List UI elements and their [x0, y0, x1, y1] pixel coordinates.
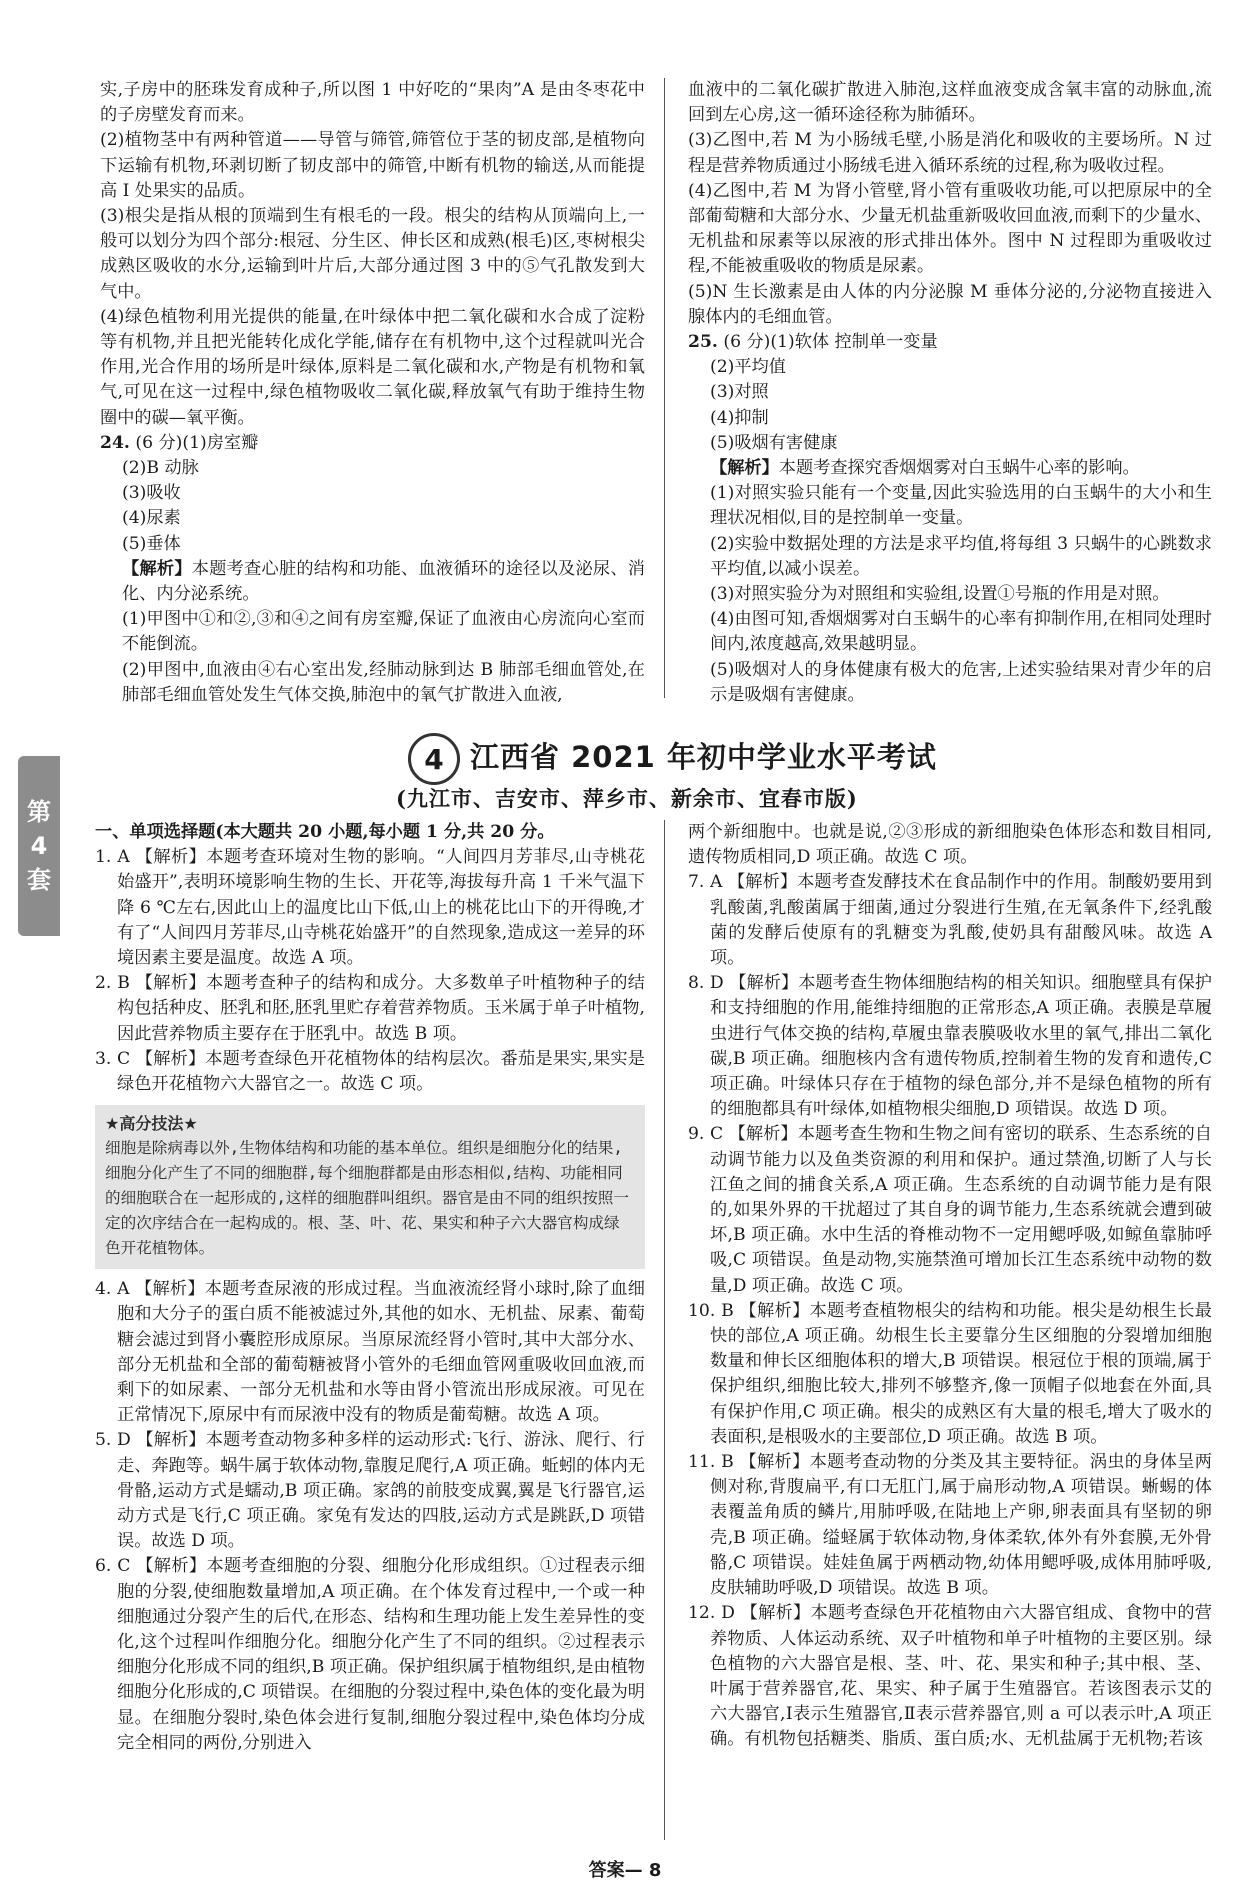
explanation: (1)甲图中①和②,③和④之间有房室瓣,保证了血液由心房流向心室而不能倒流。: [122, 609, 645, 655]
paragraph: (4)绿色植物利用光提供的能量,在叶绿体中把二氧化碳和水合成了淀粉等有机物,并且把光能转化成化学能,储存在有机物中,这个过程就叫光合作用,光合作用的场所是叶绿体,原料是二氧化碳和水,产物是有机物和氧气,可见在这一过程中,绿色植物吸收二氧化碳,释放氧气有助于维持生物圈中的碳—氧平衡。: [100, 306, 645, 428]
question-item: 7. A 【解析】本题考查发酵技术在食品制作中的作用。制酸奶要用到乳酸菌,乳酸菌属于细菌,通过分裂进行生殖,在无氧条件下,经乳酸菌的发酵后使原有的乳糖变为乳酸,使奶具有甜酸风味。故选 A 项。: [688, 872, 1212, 969]
section-number-badge: 4: [408, 733, 460, 785]
paragraph: (5)N 生长激素是由人体的内分泌腺 M 垂体分泌的,分泌物直接进入腺体内的毛细血管。: [688, 281, 1212, 327]
explanation: (2)甲图中,血液由④右心室出发,经肺动脉到达 B 肺部毛细血管处,在肺部毛细血管处发生气体交换,肺泡中的氧气扩散进入血液,: [122, 659, 645, 705]
question-24-answer: 24. (6 分)(1)房室瓣: [100, 432, 259, 453]
question-item: 6. C 【解析】本题考查细胞的分裂、细胞分化形成组织。①过程表示细胞的分裂,使细胞数量增加,A 项正确。在个体发育过程中,一个或一种细胞通过分裂产生的后代,在形态、结构和生理功能上发生差异性的变化,这个过程叫作细胞分化。细胞分化产生了不同的组织。②过程表示细胞分化形成不同的组织,B 项正确。保护组织属于植物组织,是由植物细胞分化形成的,C 项错误。在细胞的分裂过程中,染色体的变化最为明显。在细胞分裂时,染色体会进行复制,细胞分裂过程中,染色体均分成完全相同的两份,分别进入: [95, 1556, 645, 1753]
side-tab: 第 4 套: [18, 756, 60, 936]
question-item: 1. A 【解析】本题考查环境对生物的影响。“人间四月芳菲尽,山寺桃花始盛开”,表明环境影响生物的生长、开花等,海拔每升高 1 千米气温下降 6 ℃左右,因此山上的温度比山下低,山上的桃花比山下的开得晚,才有了“人间四月芳菲尽,山寺桃花始盛开”的自然现象,造成这一差异的环境因素主要是温度。故选 A 项。: [95, 847, 645, 969]
paragraph: (3)乙图中,若 M 为小肠绒毛壁,小肠是消化和吸收的主要场所。N 过程是营养物质通过小肠绒毛进入循环系统的过程,称为吸收过程。: [688, 130, 1212, 176]
answer-line: (5)吸烟有害健康: [710, 432, 838, 453]
paragraph: 两个新细胞中。也就是说,②③形成的新细胞染色体形态和数目相同,遗传物质相同,D 项正确。故选 C 项。: [688, 822, 1212, 868]
answer-line: (2)平均值: [710, 357, 786, 378]
explanation: (4)由图可知,香烟烟雾对白玉蜗牛的心率有抑制作用,在相同处理时间内,浓度越高,效果越明显。: [710, 609, 1212, 655]
explanation: (3)对照实验分为对照组和实验组,设置①号瓶的作用是对照。: [710, 584, 1170, 605]
question-item: 3. C 【解析】本题考查绿色开花植物体的结构层次。番茄是果实,果实是绿色开花植物六大器官之一。故选 C 项。: [95, 1048, 645, 1095]
paragraph: (4)乙图中,若 M 为肾小管壁,肾小管有重吸收功能,可以把原尿中的全部葡萄糖和大部分水、少量无机盐重新吸收回血液,而剩下的少量水、无机盐和尿素等以尿液的形式排出体外。图中 N 过程即为重吸收过程,不能被重吸收的物质是尿素。: [688, 180, 1212, 277]
answer-line: (4)抑制: [710, 407, 769, 428]
explanation: 【解析】本题考查心脏的结构和功能、血液循环的途径以及泌尿、消化、内分泌系统。: [122, 558, 645, 605]
question-item: 4. A 【解析】本题考查尿液的形成过程。当血液流经肾小球时,除了血细胞和大分子的蛋白质不能被滤过外,其他的如水、无机盐、尿素、葡萄糖会滤过到肾小囊腔形成原尿。当原尿流经肾小管时,其中大部分水、部分无机盐和全部的葡萄糖被肾小管外的毛细血管网重吸收回血液,而剩下的如尿素、一部分无机盐和水等由肾小管流出形成尿液。可见在正常情况下,原尿中有而尿液中没有的物质是葡萄糖。故选 A 项。: [95, 1279, 645, 1426]
answer-line: (3)对照: [710, 382, 769, 403]
paragraph: (2)植物茎中有两种管道——导管与筛管,筛管位于茎的韧皮部,是植物向下运输有机物,环剥切断了韧皮部中的筛管,中断有机物的输送,从而能提高 Ⅰ 处果实的品质。: [100, 130, 645, 201]
section-header: [0, 725, 1250, 815]
question-item: 10. B 【解析】本题考查植物根尖的结构和功能。根尖是幼根生长最快的部位,A 项正确。幼根生长主要靠分生区细胞的分裂增加细胞数量和伸长区细胞体积的增大,B 项错误。根冠位于根的顶端,属于保护组织,细胞比较大,排列不够整齐,像一顶帽子似地套在外面,具有保护作用,C 项正确。根尖的成熟区有大量的根毛,增大了吸水的表面积,是根吸水的主要部位,D 项正确。故选 B 项。: [688, 1300, 1212, 1447]
question-25-answer: 25. (6 分)(1)软体 控制单一变量: [688, 332, 938, 353]
explanation: 【解析】本题考查探究香烟烟雾对白玉蜗牛心率的影响。: [710, 458, 1140, 479]
question-item: 11. B 【解析】本题考查动物的分类及其主要特征。涡虫的身体呈两侧对称,背腹扁平,有口无肛门,属于扁形动物,A 项错误。蜥蜴的体表覆盖角质的鳞片,用肺呼吸,在陆地上产卵,卵表面具有坚韧的卵壳,B 项正确。缢蛏属于软体动物,身体柔软,体外有外套膜,无外骨骼,C 项错误。娃娃鱼属于两栖动物,幼体用鳃呼吸,成体用肺呼吸,皮肤辅助呼吸,D 项错误。故选 B 项。: [688, 1452, 1212, 1599]
answer-line: (3)吸收: [122, 483, 181, 504]
paragraph: 实,子房中的胚珠发育成种子,所以图 1 中好吃的“果肉”A 是由冬枣花中的子房壁发育而来。: [100, 80, 645, 126]
question-item: 5. D 【解析】本题考查动物多种多样的运动形式:飞行、游泳、爬行、行走、奔跑等。蜗牛属于软体动物,靠腹足爬行,A 项正确。蚯蚓的体内无骨骼,运动方式是蠕动,B 项正确。家鸽的前肢变成翼,翼是飞行器官,运动方式是飞行,C 项正确。家兔有发达的四肢,运动方式是跳跃,D 项错误。故选 D 项。: [95, 1430, 645, 1552]
explanation: (1)对照实验只能有一个变量,因此实验选用的白玉蜗牛的大小和生理状况相似,目的是控制单一变量。: [710, 483, 1212, 529]
column-divider: [664, 820, 665, 1840]
section-title: 江西省 2021 年初中学业水平考试: [470, 740, 937, 774]
section-heading: 一、单项选择题(本大题共 20 小题,每小题 1 分,共 20 分。: [95, 822, 555, 842]
explanation: (2)实验中数据处理的方法是求平均值,将每组 3 只蜗牛的心跳数求平均值,以减小误差。: [710, 533, 1212, 579]
question-item: 2. B 【解析】本题考查种子的结构和成分。大多数单子叶植物种子的结构包括种皮、胚乳和胚,胚乳里贮存着营养物质。玉米属于单子叶植物,因此营养物质主要存在于胚乳中。故选 B 项。: [95, 973, 645, 1044]
page-footer: 答案— 8: [588, 1860, 662, 1881]
question-item: 12. D 【解析】本题考查绿色开花植物由六大器官组成、食物中的营养物质、人体运动系统、双子叶植物和单子叶植物的主要区别。绿色植物的六大器官是根、茎、叶、花、果实和种子;其中根、茎、叶属于营养器官,花、果实、种子属于生殖器官。若该图表示艾的六大器官,Ⅰ表示生殖器官,Ⅱ表示营养器官,则 a 可以表示叶,A 项正确。有机物包括糖类、脂质、蛋白质;水、无机盐属于无机物;若该: [688, 1603, 1212, 1750]
bottom-right-column: [688, 820, 1212, 1753]
answer-line: (2)B 动脉: [122, 458, 199, 479]
section-subtitle: (九江市、吉安市、萍乡市、新余市、宜春市版): [396, 786, 858, 811]
paragraph: (3)根尖是指从根的顶端到生有根毛的一段。根尖的结构从顶端向上,一般可以划分为四个部分:根冠、分生区、伸长区和成熟(根毛)区,枣树根尖成熟区吸收的水分,运输到叶片后,大部分通过图 3 中的⑤气孔散发到大气中。: [100, 206, 645, 302]
question-item: 8. D 【解析】本题考查生物体细胞结构的相关知识。细胞壁具有保护和支持细胞的作用,能维持细胞的正常形态,A 项正确。表膜是草履虫进行气体交换的结构,草履虫靠表膜吸收水里的氧气,排出二氧化碳,B 项正确。细胞核内含有遗传物质,控制着生物的发育和遗传,C 项正确。叶绿体只存在于植物的绿色部分,并不是绿色植物的所有的细胞都具有叶绿体,如植物根尖细胞,D 项错误。故选 D 项。: [688, 973, 1212, 1120]
answer-line: (4)尿素: [122, 508, 181, 529]
column-divider: [664, 78, 665, 698]
answer-line: (5)垂体: [122, 533, 181, 554]
tip-box: [95, 1105, 645, 1269]
top-right-column: [688, 78, 1212, 708]
tip-title: ★高分技法★: [105, 1114, 198, 1134]
paragraph: 血液中的二氧化碳扩散进入肺泡,这样血液变成含氧丰富的动脉血,流回到左心房,这一循环途径称为肺循环。: [688, 80, 1212, 126]
top-left-column: [100, 78, 645, 708]
bottom-left-column: [95, 820, 645, 1756]
question-item: 9. C 【解析】本题考查生物和生物之间有密切的联系、生态系统的自动调节能力以及鱼类资源的利用和保护。通过禁渔,切断了人与长江鱼之间的捕食关系,A 项正确。生态系统的自动调节能力是有限的,如果外界的干扰超过了其自身的调节能力,生态系统就会遭到破坏,B 项正确。水中生活的脊椎动物不一定用鳃呼吸,如鲸鱼靠肺呼吸,C 项错误。鱼是动物,实施禁渔可增加长江生态系统中动物的数量,D 项正确。故选 C 项。: [688, 1124, 1212, 1296]
tip-text: 细胞是除病毒以外,生物体结构和功能的基本单位。组织是细胞分化的结果,细胞分化产生了不同的细胞群,每个细胞群都是由形态相似,结构、功能相同的细胞联合在一起形成的,这样的细胞群叫组织。器官是由不同的组织按照一定的次序结合在一起构成的。根、茎、叶、花、果实和种子六大器官构成绿色开花植物体。: [105, 1139, 629, 1258]
explanation: (5)吸烟对人的身体健康有极大的危害,上述实验结果对青少年的启示是吸烟有害健康。: [710, 659, 1212, 705]
